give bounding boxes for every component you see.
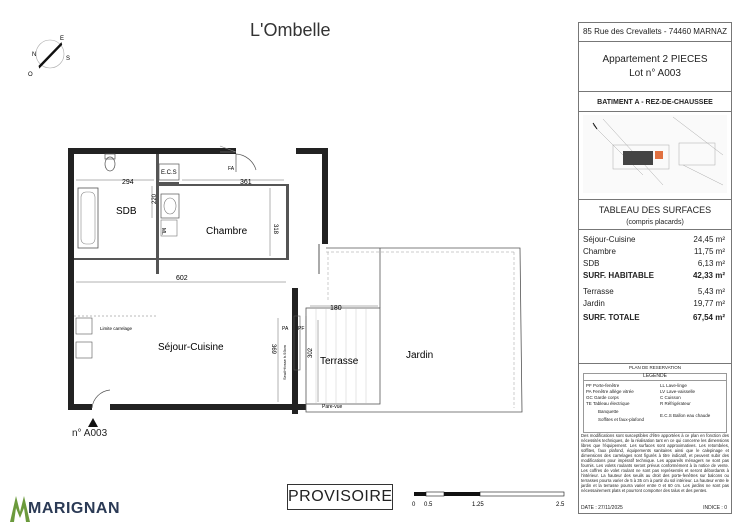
tag-pare-vue: Pare-vue bbox=[322, 404, 343, 410]
scale-tick: 2.5 bbox=[556, 502, 565, 508]
tag-ecs: E.C.S bbox=[161, 170, 177, 176]
floor-plan bbox=[60, 140, 530, 420]
address: 85 Rue des Crevallets - 74460 MARNAZ bbox=[582, 27, 728, 36]
room-sdb: SDB bbox=[116, 206, 137, 217]
scale-bar bbox=[410, 486, 570, 512]
tag-pa: PA bbox=[282, 326, 289, 332]
surface-row: Séjour-Cuisine 24,45 m² bbox=[583, 235, 725, 244]
brand-logo bbox=[8, 494, 148, 524]
scale-tick: 0 bbox=[412, 502, 416, 508]
legend: LEGENDE PF Porte-fenêtre PA Fenêtre allège vitrée GC Garde corps TE Tableau électrique LL Lave-linge LV Lave-vaisselle C Cuisson R Réfrigérateur Banquette Soffites et faux-plafond E.C.S Ballon eau chaude bbox=[583, 373, 727, 433]
surface-table-title: TABLEAU DES SURFACES bbox=[598, 205, 712, 215]
tag-soffite: Seuil+fosse h.93cm bbox=[282, 344, 287, 380]
compass-o: O bbox=[28, 72, 33, 78]
site-plan-thumbnail bbox=[583, 115, 727, 193]
brand-name: MARIGNAN bbox=[28, 500, 120, 517]
room-terrasse: Terrasse bbox=[320, 356, 359, 367]
logo-mark-icon bbox=[10, 496, 30, 522]
divider bbox=[579, 91, 731, 92]
room-jardin: Jardin bbox=[406, 350, 434, 361]
surface-row: Chambre 11,75 m² bbox=[583, 247, 725, 256]
scale-tick: 0.5 bbox=[424, 502, 433, 508]
compass-n: N bbox=[32, 52, 37, 58]
project-title: L'Ombelle bbox=[250, 20, 331, 40]
building-level: BATIMENT A - REZ-DE-CHAUSSEE bbox=[597, 99, 713, 106]
divider bbox=[579, 199, 731, 200]
index: INDICE : 0 bbox=[703, 505, 727, 511]
date: DATE : 27/11/2025 bbox=[581, 505, 623, 511]
tag-carrelage: Limite carrelage bbox=[100, 326, 133, 331]
dim-361: 361 bbox=[240, 179, 252, 186]
divider bbox=[579, 111, 731, 112]
legend-title: PLAN DE RESERVATION bbox=[628, 365, 681, 370]
compass-s: S bbox=[66, 56, 71, 62]
compass-icon bbox=[26, 30, 74, 78]
dim-602: 602 bbox=[176, 275, 188, 282]
dim-180: 180 bbox=[330, 305, 342, 312]
lot-number: Lot n° A003 bbox=[629, 68, 681, 79]
room-sejour: Séjour-Cuisine bbox=[158, 342, 224, 353]
tag-pf: PF bbox=[298, 326, 305, 332]
dim-369: 369 bbox=[270, 344, 276, 355]
apartment-info bbox=[579, 53, 731, 81]
tag-ml: ML bbox=[160, 228, 166, 235]
lot-arrow-icon bbox=[88, 418, 98, 427]
compass-e: E bbox=[60, 36, 65, 42]
room-chambre: Chambre bbox=[206, 226, 248, 237]
surface-row: Jardin 19,77 m² bbox=[583, 299, 725, 308]
lot-label: n° A003 bbox=[72, 428, 108, 439]
info-panel bbox=[578, 22, 732, 514]
legend-head: LEGENDE bbox=[584, 373, 726, 381]
dim-220: 220 bbox=[152, 193, 158, 204]
surface-habitable: SURF. HABITABLE 42,33 m² bbox=[583, 271, 725, 280]
surface-total: SURF. TOTALE 67,54 m² bbox=[583, 313, 725, 322]
divider bbox=[579, 41, 731, 42]
dim-318: 318 bbox=[272, 224, 278, 235]
surface-row: Terrasse 5,43 m² bbox=[583, 287, 725, 296]
surface-row: SDB 6,13 m² bbox=[583, 259, 725, 268]
tag-fa: FA bbox=[228, 166, 235, 172]
surface-table-subtitle: (compris placards) bbox=[626, 219, 684, 226]
status-stamp: PROVISOIRE bbox=[287, 484, 393, 510]
apartment-type: Appartement 2 PIECES bbox=[602, 54, 708, 65]
disclaimer: Des modifications sont susceptibles d'être apportées à ce plan en fonction des nécessités techniques, de la réalisation tant en ce qui concerne les dimensions libres que l'équipement. Les surfaces sont approximatives. Les retombées, soffites, faux plafond, équipements sanitaires ainsi que le calepinage et dimensions des carrelages sont figurés à titre indicatif, et peuvent subir des modifications pour impératif technique. Les appareils ménagers ne sont pas fournis. Les volets roulants seront prévus conformément à la notice de vente. Les coffres de volet roulant ne sont pas représentés et seront débordants à l'intérieur. La hauteur des seuils au droit des porte-fenêtres sur balcons ou terrasses pourra varier de 5 à 35 cm à partir du sol intérieur. La hauteur entre le jardin et la terrasse pourra varier entre 0 et 60 cm. Les jardins ne sont pas nécessairement plats et pourront comporter des talus et des pentes. bbox=[581, 433, 729, 493]
dim-302: 302 bbox=[308, 347, 314, 358]
dim-294: 294 bbox=[122, 179, 134, 186]
divider bbox=[579, 363, 731, 364]
divider bbox=[579, 229, 731, 230]
scale-tick: 1.25 bbox=[472, 502, 484, 508]
